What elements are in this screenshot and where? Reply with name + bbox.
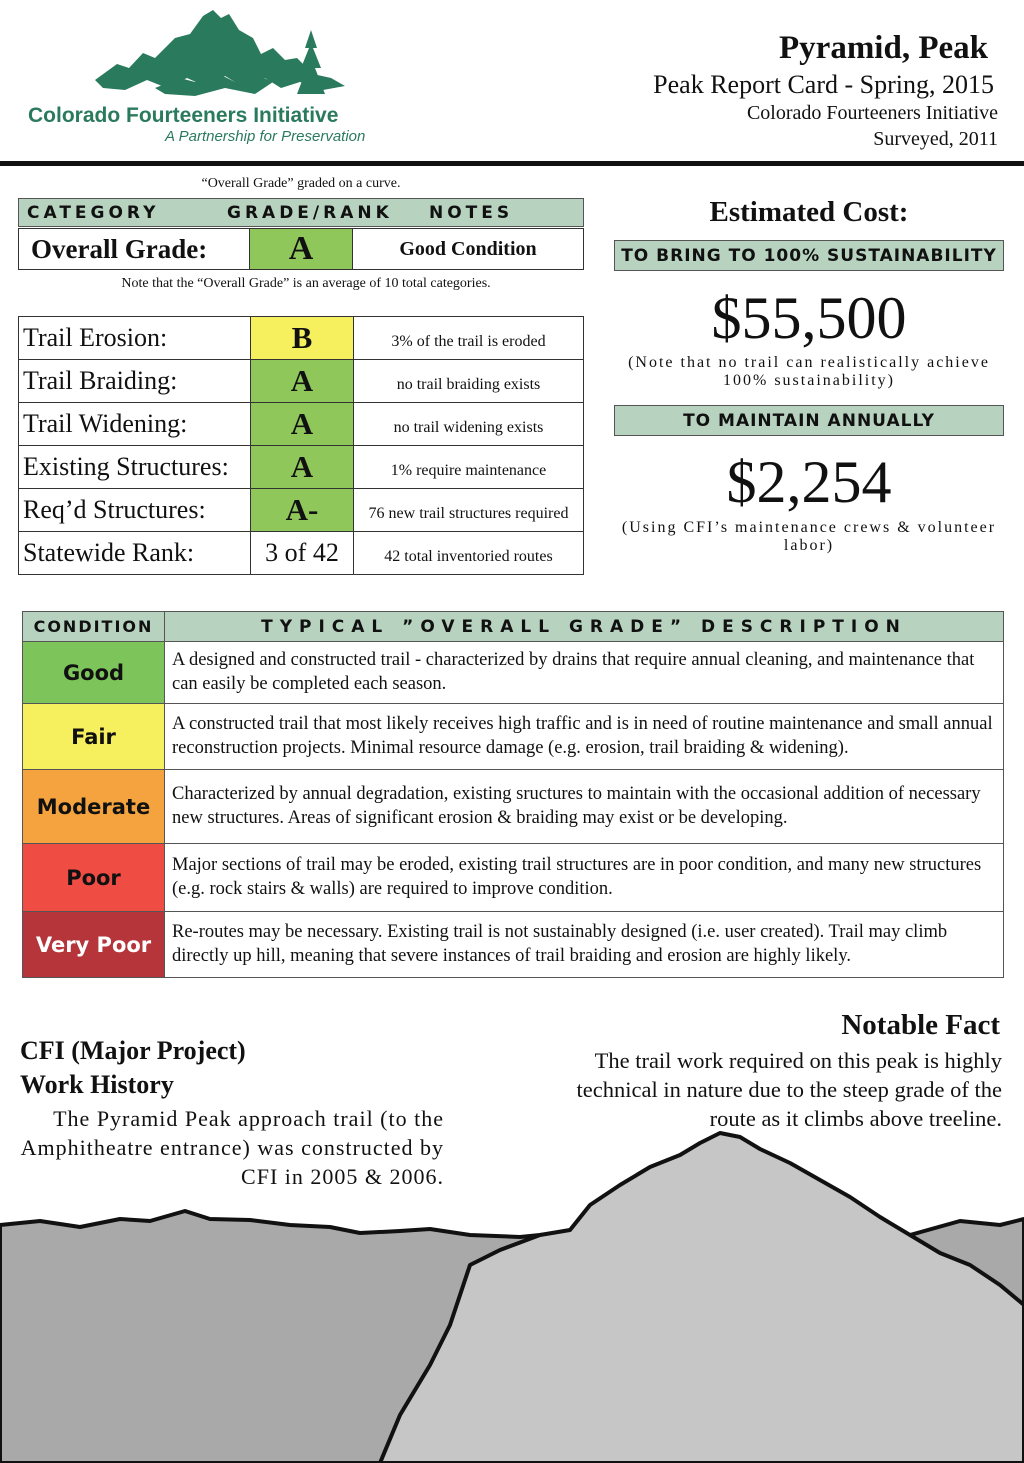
condition-label: Moderate: [23, 770, 165, 844]
header-org: Colorado Fourteeners Initiative: [746, 102, 998, 124]
condition-label: Very Poor: [23, 912, 165, 978]
condition-description: Major sections of trail may be eroded, existing trail structures are in poor condition, and many new structures (e.g. rock stairs & walls) are required to improve condition.: [165, 844, 1004, 912]
condition-row: [23, 912, 1004, 978]
grade-note: 42 total inventoried routes: [354, 532, 584, 575]
overall-grade-label: Overall Grade:: [19, 229, 250, 269]
grade-category-label: Trail Erosion:: [19, 317, 251, 360]
grade-row: [19, 360, 584, 403]
condition-description: Characterized by annual degradation, existing sructures to maintain with the occasional addition of necessary new structures. Areas of significant erosion & braiding may exist or be developing.: [165, 770, 1004, 844]
grade-note: 76 new trail structures required: [354, 489, 584, 532]
grade-table: [18, 316, 584, 575]
grade-row: [19, 446, 584, 489]
sustainability-cost: $55,500: [711, 285, 907, 351]
work-history-title-line1: CFI (Major Project): [20, 1036, 246, 1065]
grade-note: no trail widening exists: [354, 403, 584, 446]
notable-fact-text: The trail work required on this peak is highly technical in nature due to the steep grade of the route as it climbs above treeline.: [576, 1048, 1002, 1131]
col-condition: CONDITION: [23, 612, 165, 642]
mountain-logo-icon: [95, 8, 345, 104]
grade-category-label: Req’d Structures:: [19, 489, 251, 532]
condition-description: A constructed trail that most likely receives high traffic and is in need of routine maintenance and small annual reconstruction projects. Minimal resource damage (e.g. erosion, trail braiding & widening).: [165, 704, 1004, 770]
grade-category-label: Existing Structures:: [19, 446, 251, 489]
grade-category-label: Statewide Rank:: [19, 532, 251, 575]
overall-grade-row: [18, 228, 584, 270]
condition-row: [23, 770, 1004, 844]
work-history-text: The Pyramid Peak approach trail (to the Amphitheatre entrance) was constructed by CFI in 2005 & 2006.: [20, 1106, 444, 1189]
condition-description: A designed and constructed trail - characterized by drains that require annual cleaning, and maintenance that can easily be completed each season.: [165, 642, 1004, 704]
grade-row: [19, 532, 584, 575]
grade-note: 1% require maintenance: [354, 446, 584, 489]
work-history-title-line2: Work History: [20, 1070, 174, 1099]
condition-row: [23, 704, 1004, 770]
mountain-silhouette-icon: [0, 1125, 1024, 1463]
maintain-cost: $2,254: [726, 449, 892, 515]
col-description: TYPICAL ”OVERALL GRADE” DESCRIPTION: [165, 612, 1004, 642]
overall-grade-note: Good Condition: [399, 237, 537, 260]
grade-value: A: [251, 446, 354, 489]
condition-row: [23, 844, 1004, 912]
org-name: Colorado Fourteeners Initiative: [28, 104, 339, 127]
work-history-title: [20, 1034, 246, 1102]
grade-value: A: [251, 360, 354, 403]
condition-label: Fair: [23, 704, 165, 770]
report-title: Peak Report Card - Spring, 2015: [653, 70, 994, 99]
peak-name: Pyramid, Peak: [779, 30, 988, 66]
estimated-cost-title: Estimated Cost:: [709, 196, 909, 228]
col-category: CATEGORY: [27, 202, 160, 223]
grade-category-label: Trail Braiding:: [19, 360, 251, 403]
grade-note: 3% of the trail is eroded: [354, 317, 584, 360]
maintain-label: TO MAINTAIN ANNUALLY: [614, 405, 1004, 436]
sustainability-label: TO BRING TO 100% SUSTAINABILITY: [614, 240, 1004, 271]
grade-row: [19, 403, 584, 446]
header-divider: [0, 161, 1024, 166]
condition-description: Re-routes may be necessary. Existing trail is not sustainably designed (i.e. user created). Trail may climb directly up hill, meaning that severe instances of trail braiding and erosion are highly likely.: [165, 912, 1004, 978]
condition-row: [23, 642, 1004, 704]
grade-value: B: [251, 317, 354, 360]
grade-value: 3 of 42: [251, 532, 354, 575]
survey-date: Surveyed, 2011: [873, 128, 998, 150]
grade-note: no trail braiding exists: [354, 360, 584, 403]
grade-row: [19, 317, 584, 360]
grade-table-header: [18, 198, 584, 227]
org-tagline: A Partnership for Preservation: [165, 128, 366, 145]
condition-label: Poor: [23, 844, 165, 912]
grade-value: A: [251, 403, 354, 446]
condition-label: Good: [23, 642, 165, 704]
notable-fact-title: Notable Fact: [841, 1009, 1000, 1041]
maintain-note: (Using CFI’s maintenance crews & volunteer labor): [621, 519, 997, 554]
overall-grade-value: A: [250, 229, 353, 269]
average-note: Note that the “Overall Grade” is an average of 10 total categories.: [121, 276, 491, 291]
grade-category-label: Trail Widening:: [19, 403, 251, 446]
col-notes: NOTES: [429, 202, 514, 223]
grade-value: A-: [251, 489, 354, 532]
grade-row: [19, 489, 584, 532]
curve-note: “Overall Grade” graded on a curve.: [201, 176, 401, 191]
col-grade: GRADE/RANK: [227, 202, 393, 223]
condition-table: [22, 611, 1004, 978]
sustainability-note: (Note that no trail can realistically achieve 100% sustainability): [628, 354, 990, 389]
